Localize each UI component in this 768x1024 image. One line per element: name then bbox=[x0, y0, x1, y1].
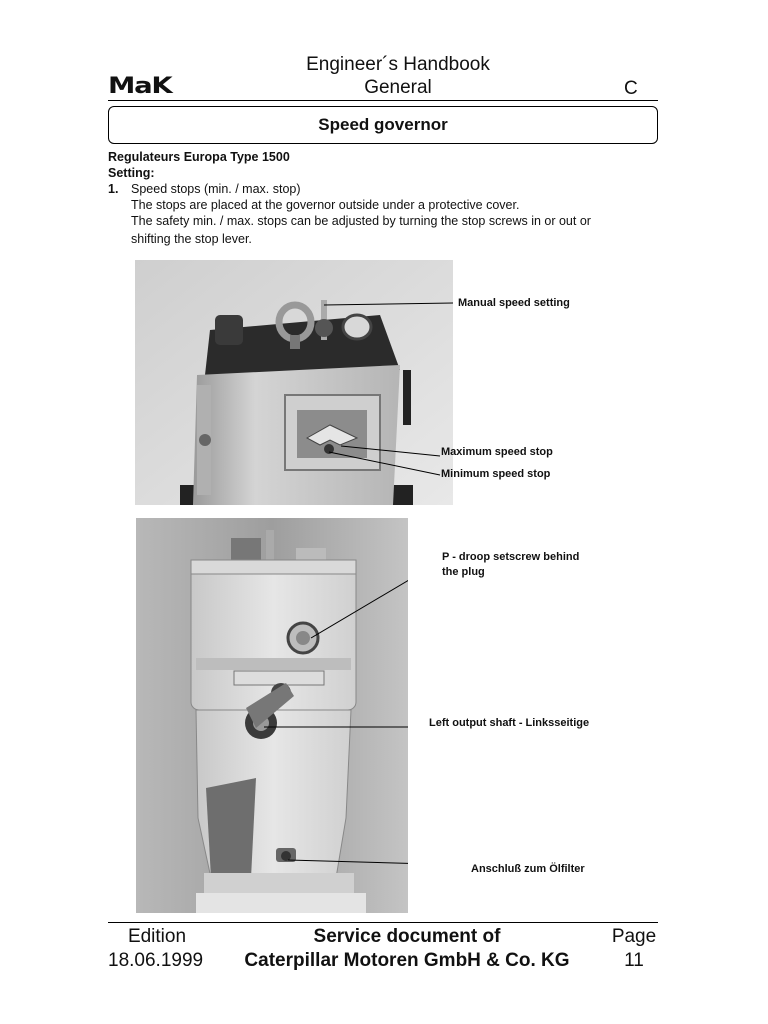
service-document-line2: Caterpillar Motoren GmbH & Co. KG bbox=[244, 950, 570, 971]
handbook-title: Engineer´s Handbook bbox=[306, 54, 490, 75]
mak-logo: MaK bbox=[108, 74, 172, 99]
header-divider bbox=[108, 100, 658, 101]
subheading: Regulateurs Europa Type 1500 bbox=[108, 150, 290, 164]
section-title-box bbox=[108, 106, 658, 144]
governor-side-photo bbox=[136, 518, 408, 913]
handbook-subtitle: General bbox=[364, 77, 432, 98]
callout-maximum-speed-stop: Maximum speed stop bbox=[441, 446, 553, 458]
service-document-line1: Service document of bbox=[313, 926, 501, 947]
setting-label: Setting: bbox=[108, 166, 155, 180]
governor-top-photo bbox=[135, 260, 453, 505]
item-title: Speed stops (min. / max. stop) bbox=[131, 182, 301, 196]
callout-oil-filter-connection: Anschluß zum Ölfilter bbox=[471, 863, 585, 875]
edition-date: 18.06.1999 bbox=[108, 950, 204, 971]
callout-p-droop-setscrew: P - droop setscrew behind bbox=[442, 551, 580, 563]
section-title: Speed governor bbox=[318, 115, 448, 134]
footer-divider bbox=[108, 922, 658, 923]
item-line-2: The stops are placed at the governor outside under a protective cover. bbox=[131, 198, 520, 212]
callout-manual-speed-setting: Manual speed setting bbox=[458, 297, 570, 309]
item-number: 1. bbox=[108, 182, 119, 196]
page-label: Page bbox=[611, 926, 657, 947]
item-line-3: The safety min. / max. stops can be adjusted by turning the stop screws in or out or bbox=[131, 214, 591, 228]
callout-p-droop-setscrew-line2: the plug bbox=[442, 566, 485, 578]
page-number: 11 bbox=[624, 950, 644, 971]
callout-minimum-speed-stop: Minimum speed stop bbox=[441, 468, 551, 480]
edition-label: Edition bbox=[127, 926, 187, 947]
callout-left-output-shaft: Left output shaft - Linksseitige bbox=[429, 717, 590, 729]
revision-letter: C bbox=[624, 78, 638, 99]
item-line-4: shifting the stop lever. bbox=[131, 232, 252, 246]
